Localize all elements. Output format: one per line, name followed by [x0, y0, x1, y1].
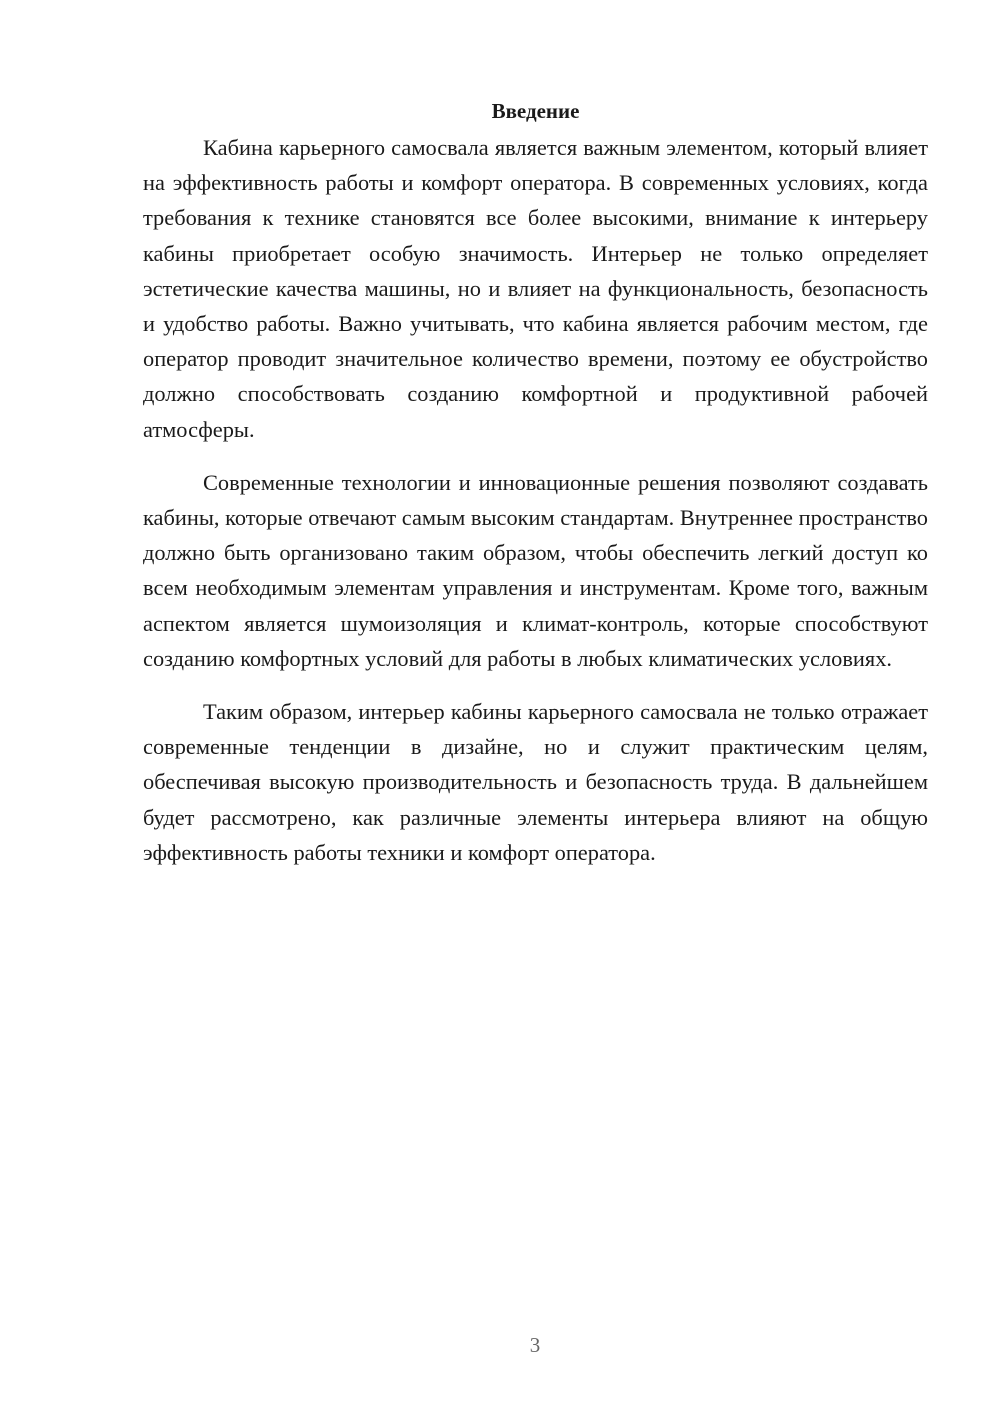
paragraph-3: Таким образом, интерьер кабины карьерного самосвала не только отражает современные тенденции в дизайне, но и служит практическим целям, обеспечивая высокую производительность и безопасность труда. В дальнейшем будет рассмотрено, как различные элементы интерьера влияют на общую эффективность работы техники и комфорт оператора. — [143, 699, 928, 865]
paragraph-1: Кабина карьерного самосвала является важным элементом, который влияет на эффективность работы и комфорт оператора. В современных условиях, когда требования к технике становятся все более высокими, внимание к интерьеру кабины приобретает особую значимость. Интерьер не только определяет эстетические качества машины, но и влияет на функциональность, безопасность и удобство работы. Важно учитывать, что кабина является рабочим местом, где оператор проводит значительное количество времени, поэтому ее обустройство должно способствовать созданию комфортной и продуктивной рабочей атмосферы. — [143, 135, 928, 442]
page-content — [143, 96, 928, 888]
section-heading: Введение — [491, 99, 580, 123]
page-number: 3 — [529, 1333, 541, 1357]
paragraph-2: Современные технологии и инновационные решения позволяют создавать кабины, которые отвечают самым высоким стандартам. Внутреннее пространство должно быть организовано таким образом, чтобы обеспечить легкий доступ ко всем необходимым элементам управления и инструментам. Кроме того, важным аспектом является шумоизоляция и климат-контроль, которые способствуют созданию комфортных условий для работы в любых климатических условиях. — [143, 469, 928, 671]
